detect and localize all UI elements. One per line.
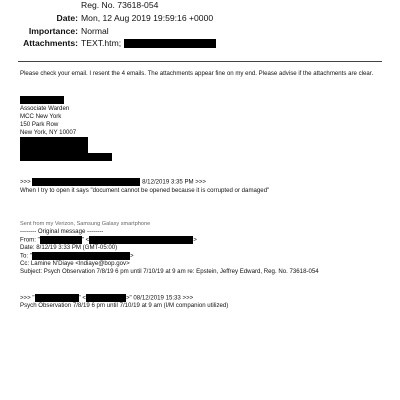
date-line: Date: 8/12/19 3:33 PM (GMT-05:00) <box>20 244 118 251</box>
redaction-block <box>20 137 88 145</box>
redaction-block <box>20 96 64 104</box>
redaction-block <box>32 252 130 260</box>
quote2-text: Psych Observation 7/8/19 6 pm until 7/10/19 at 9 am (I/M companion utilized) <box>20 302 229 309</box>
from-end: > <box>193 236 197 244</box>
redaction-block <box>32 178 140 186</box>
redaction-block <box>40 236 82 244</box>
sent-from: Sent from my Verizon, Samsung Galaxy smartphone <box>20 221 151 227</box>
redaction-block <box>124 39 216 48</box>
reg-number: Reg. No. 73618-054 <box>81 0 159 10</box>
attachments-value <box>81 38 216 49</box>
header-divider <box>18 61 382 62</box>
original-message-header: -------- Original message -------- <box>20 228 104 235</box>
quote-date: >" 08/12/2019 15:33 >>> <box>125 294 194 302</box>
signature-address: 150 Park Row <box>20 121 59 128</box>
date-label: Date: <box>56 13 78 23</box>
quote-prefix: >>> " <box>20 294 35 302</box>
date-value: Mon, 12 Aug 2019 19:59:16 +0000 <box>81 13 214 23</box>
quote-prefix: >>> <box>20 178 31 186</box>
cc-line: Cc: Lamine N'Diaye <lndiaye@bop.gov> <box>20 260 130 267</box>
quote1-text: When I try to open it says "document cannot be opened because it is corrupted or damaged" <box>20 187 270 194</box>
redaction-block <box>20 153 112 161</box>
redaction-block <box>20 145 88 153</box>
subject-line: Subject: Psych Observation 7/8/19 6 pm until 7/10/19 at 9 am re: Epstein, Jeffrey Edward, Reg. No. 73618-054 <box>20 268 319 275</box>
importance-value: Normal <box>81 26 109 36</box>
redaction-block <box>86 294 126 302</box>
importance-label: Importance: <box>28 26 78 36</box>
signature-title: Associate Warden <box>20 105 70 112</box>
attachment-name[interactable]: TEXT.htm; <box>81 38 122 48</box>
to-end: > <box>130 252 134 260</box>
signature-city: New York, NY 10007 <box>20 129 77 136</box>
redaction-block <box>89 236 193 244</box>
quote-date: 8/12/2019 3:35 PM >>> <box>142 178 206 186</box>
redaction-block <box>35 294 79 302</box>
attachments-label: Attachments: <box>23 38 78 48</box>
from-label: From: " <box>20 236 40 244</box>
intro-text: Please check your email. I resent the 4 emails. The attachments appear fine on my end. Please advise if the attachments are clear. <box>20 70 374 77</box>
quote1-header <box>20 178 206 187</box>
from-separator: " < <box>81 236 90 244</box>
signature-org: MCC New York <box>20 113 62 120</box>
quote-separator: " < <box>78 294 86 302</box>
to-label: To: " <box>20 252 32 260</box>
